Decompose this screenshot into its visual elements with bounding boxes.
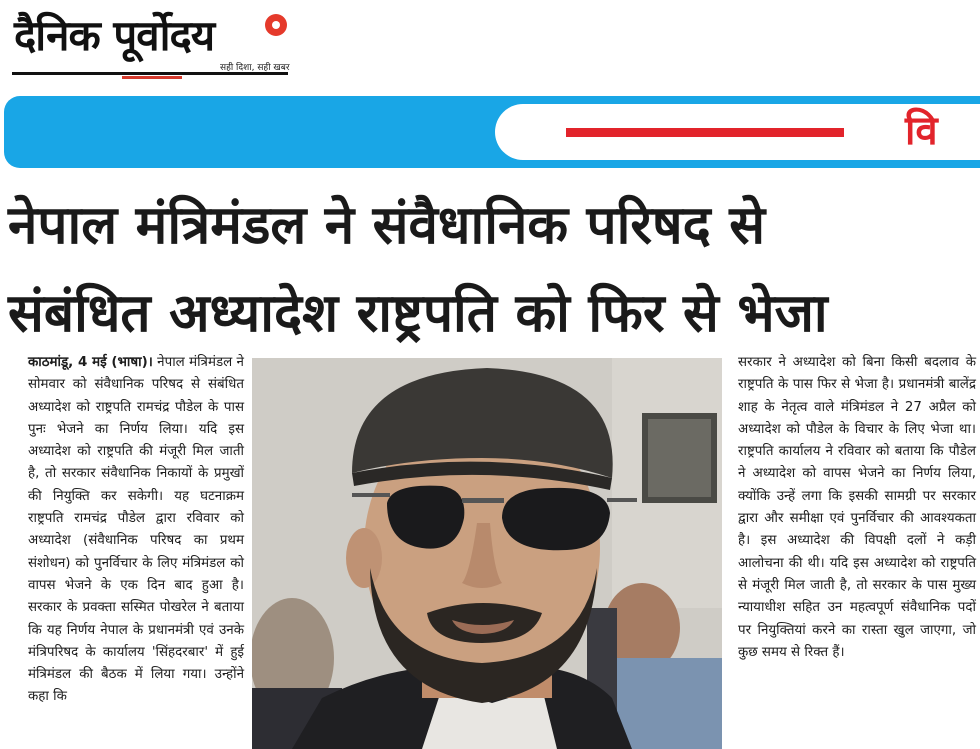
masthead-tagline: सही दिशा, सही खबर: [220, 63, 290, 73]
newspaper-logo: दैनिक पूर्वोदय: [14, 11, 215, 60]
section-banner-label: वि: [905, 108, 938, 154]
logo-dot-icon: [265, 14, 287, 36]
section-banner-red-rule: [566, 128, 844, 137]
article-headline: [8, 182, 980, 358]
article-column-left: [28, 352, 244, 709]
news-photo: [252, 358, 722, 749]
article-column-right: सरकार ने अध्यादेश को बिना किसी बदलाव के राष्ट्रपति के पास फिर से भेजा है। प्रधानमंत्री बालेंद्र शाह के नेतृत्व वाले मंत्रिमंडल ने 27 अप्रैल को अध्यादेश को पौडेल के विचार के लिए भेजा था। राष्ट्रपति कार्यालय ने रविवार को बताया कि पौडेल ने अध्यादेश को वापस भेजने का निर्णय लिया, क्योंकि उन्हें लगा कि इसकी सामग्री पर सरकार द्वारा और समीक्षा एवं पुनर्विचार की आवश्यकता है। इस अध्यादेश की विपक्षी दलों ने कड़ी आलोचना की थी। यदि इस अध्यादेश को राष्ट्रपति से मंजूरी मिल जाती है, तो सरकार के पास मुख्य न्यायाधीश सहित उन महत्वपूर्ण संवैधानिक पदों पर नियुक्तियां करने का रास्ता खुल जाएगा, जो कुछ समय से रिक्त हैं।: [738, 355, 976, 660]
portrait-illustration: [252, 358, 722, 749]
masthead-rule-accent: [122, 76, 182, 79]
headline-line-1: नेपाल मंत्रिमंडल ने संवैधानिक परिषद से: [8, 195, 766, 256]
headline-line-2: संबंधित अध्यादेश राष्ट्रपति को फिर से भेजा: [8, 283, 828, 344]
article-body-column-1: नेपाल मंत्रिमंडल ने सोमवार को संवैधानिक परिषद से संबंधित अध्यादेश को राष्ट्रपति रामचंद्र पौडेल के पास पुनः भेजने का निर्णय लिया। यदि इस अध्यादेश को राष्ट्रपति की मंजूरी मिल जाती है, तो सरकार संवैधानिक निकायों के प्रमुखों की नियुक्ति कर सकेगी। यह घटनाक्रम राष्ट्रपति रामचंद्र पौडेल द्वारा रविवार को अध्यादेश (संवैधानिक परिषद का प्रथम संशोधन) को पुनर्विचार के लिए मंत्रिमंडल को वापस भेजने के एक दिन बाद हुआ है। सरकार के प्रवक्ता सस्मित पोखरेल ने बताया कि यह निर्णय नेपाल के प्रधानमंत्री एवं उनके मंत्रिपरिषद के कार्यालय 'सिंहदरबार' में हुई मंत्रिमंडल की बैठक में लिया गया। उन्होंने कहा कि: [28, 355, 244, 705]
masthead: [10, 6, 290, 76]
article-dateline: काठमांडू, 4 मई (भाषा)।: [28, 355, 153, 370]
